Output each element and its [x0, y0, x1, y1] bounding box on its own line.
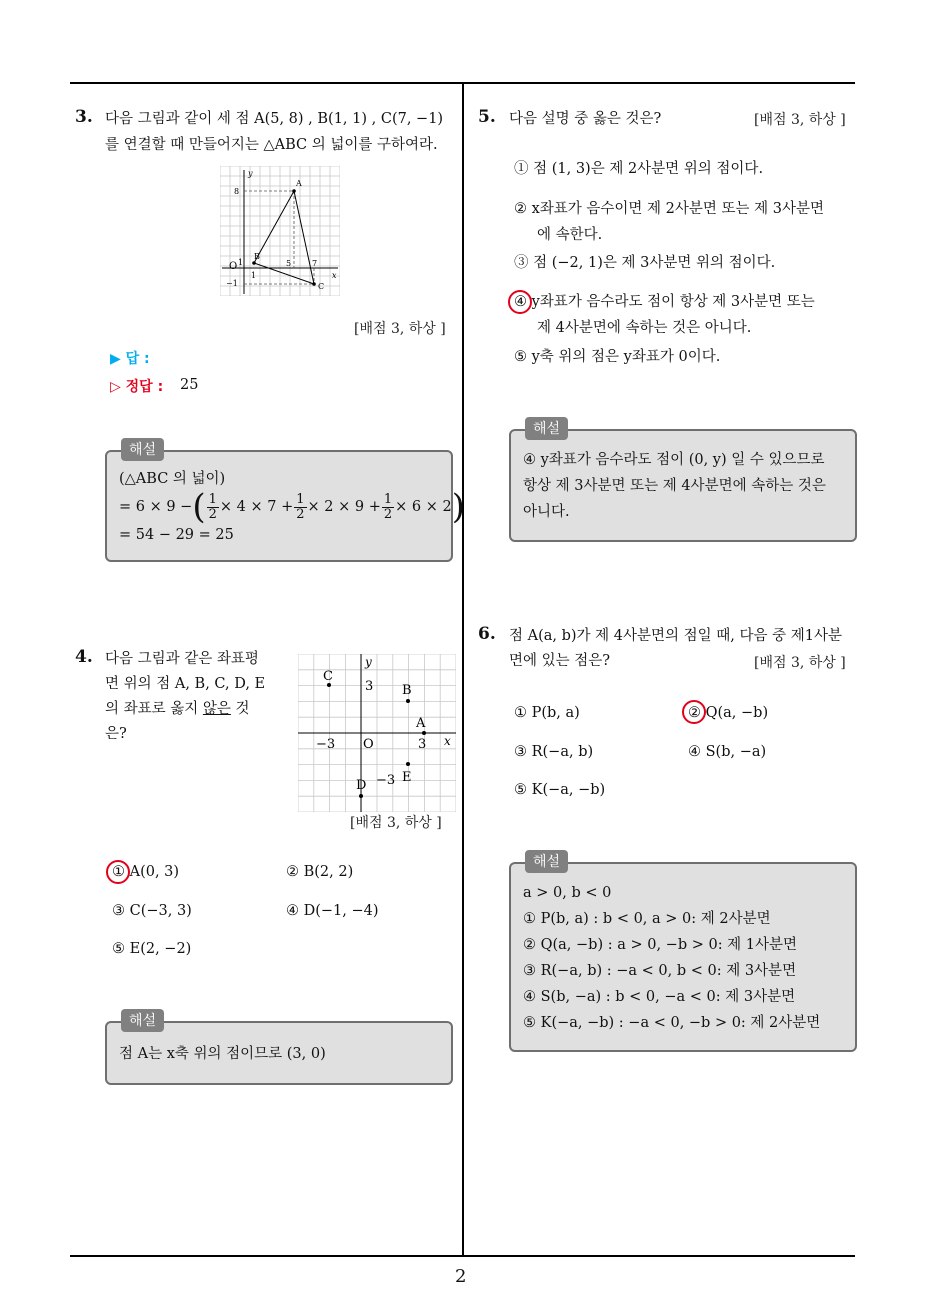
q4-option-1[interactable]: ① A(0, 3)	[112, 864, 180, 880]
q3-expl-line2: = 6 × 9 −( $\frac{1}{2}$ × 4 × 7 + $\frac{1}{2}$ × 2 × 9 + $\frac{1}{2}$ × 6 × 2)	[119, 487, 465, 527]
q3-text-line1: 다음 그림과 같이 세 점 A(5, 8) , B(1, 1) , C(7, −1)	[105, 111, 444, 127]
q6-explanation-tag: 해설	[525, 850, 568, 873]
q3-fig-B: B	[254, 252, 260, 261]
q4-fig-D: D	[356, 778, 367, 793]
q5-expl-line3: 아니다.	[523, 504, 570, 520]
q5-question: 다음 설명 중 옳은 것은?	[509, 111, 662, 127]
q3-expl-frac3: $\frac{1}{2}$	[383, 491, 393, 522]
q3-answer-label: ▶ 답 :	[110, 351, 150, 367]
q4-score: [배점 3, 하상 ]	[350, 815, 442, 831]
q5-expl-line2: 항상 제 3사분면 또는 제 4사분면에 속하는 것은	[523, 478, 826, 494]
q4-text-line3: 의 좌표로 옳지 않은 것	[105, 701, 250, 717]
q6-expl-line4: ③ R(−a, b) : −a < 0, b < 0: 제 3사분면	[523, 963, 797, 979]
q3-fig-A: A	[296, 179, 302, 188]
q3-fig-x1: 1	[251, 271, 257, 280]
q3-fig-y-label: y	[248, 169, 253, 178]
q3-number: 3.	[75, 107, 93, 127]
q3-expl-line2-start: = 6 × 9 −	[119, 499, 193, 515]
q4-fig-origin: O	[363, 737, 374, 752]
q4-option-3[interactable]: ③ C(−3, 3)	[112, 903, 192, 919]
q5-explanation-box	[509, 421, 857, 542]
q4-fig-E: E	[402, 770, 412, 785]
page-number: 2	[455, 1266, 467, 1287]
q6-answer-circle	[682, 700, 706, 724]
q3-fig-origin: O	[229, 261, 238, 272]
q4-option-4[interactable]: ④ D(−1, −4)	[286, 903, 379, 919]
q6-number: 6.	[478, 624, 496, 644]
q3-expl-t3: × 6 × 2	[395, 499, 452, 515]
q3-expl-t2: × 2 × 9 +	[307, 499, 381, 515]
q3-figure	[220, 166, 340, 296]
q4-fig-B: B	[402, 683, 412, 698]
q3-fig-y1: 1	[238, 258, 244, 267]
q4-fig-xneg3: −3	[316, 737, 336, 752]
q5-option-2-cont: 에 속한다.	[537, 227, 603, 243]
q6-option-4[interactable]: ④ S(b, −a)	[688, 744, 767, 760]
q3-explanation-tag: 해설	[121, 438, 164, 461]
q5-expl-line1: ④ y좌표가 음수라도 점이 (0, y) 일 수 있으므로	[523, 452, 825, 468]
q3-fig-x5: 5	[286, 259, 292, 268]
q6-expl-line5: ④ S(b, −a) : b < 0, −a < 0: 제 3사분면	[523, 989, 796, 1005]
q5-option-2[interactable]: ② x좌표가 음수이면 제 2사분면 또는 제 3사분면	[514, 201, 825, 217]
q4-fig-y-label: y	[365, 655, 372, 669]
q6-expl-line3: ② Q(a, −b) : a > 0, −b > 0: 제 1사분면	[523, 937, 798, 953]
q6-explanation-box	[509, 854, 857, 1052]
q4-explanation-tag: 해설	[121, 1009, 164, 1032]
q4-text-line2: 면 위의 점 A, B, C, D, E	[105, 676, 266, 692]
q3-expl-line3: = 54 − 29 = 25	[119, 527, 234, 543]
q3-fig-yneg1: −1	[226, 279, 238, 288]
q4-fig-x3: 3	[418, 737, 427, 752]
q4-option-5[interactable]: ⑤ E(2, −2)	[112, 941, 192, 957]
q4-figure	[298, 654, 456, 812]
q3-fig-x7: 7	[312, 259, 318, 268]
q5-option-3[interactable]: ③ 점 (−2, 1)은 제 3사분면 위의 점이다.	[514, 255, 776, 271]
q6-score: [배점 3, 하상 ]	[754, 655, 846, 671]
q3-expl-t1: × 4 × 7 +	[219, 499, 294, 515]
q3-text-line2: 를 연결할 때 만들어지는 △ABC 의 넓이를 구하여라.	[105, 137, 438, 153]
q5-score: [배점 3, 하상 ]	[754, 112, 846, 128]
q6-text-line2: 면에 있는 점은?	[509, 653, 611, 669]
q3-expl-line1: (△ABC 의 넓이)	[119, 471, 226, 487]
q4-fig-yneg3: −3	[376, 773, 396, 788]
q6-expl-line6: ⑤ K(−a, −b) : −a < 0, −b > 0: 제 2사분면	[523, 1015, 821, 1031]
q4-option-2[interactable]: ② B(2, 2)	[286, 864, 354, 880]
q4-fig-A: A	[416, 716, 426, 731]
q5-number: 5.	[478, 107, 496, 127]
q4-fig-x-label: x	[444, 734, 451, 748]
q4-underlined-word: 않은	[202, 701, 231, 717]
q6-option-2[interactable]: ② Q(a, −b)	[688, 705, 769, 721]
q3-correct-label: ▷ 정답 :	[110, 379, 164, 395]
column-divider	[462, 82, 464, 1257]
q6-text-line1: 점 A(a, b)가 제 4사분면의 점일 때, 다음 중 제1사분	[509, 628, 842, 644]
q4-text-line1: 다음 그림과 같은 좌표평	[105, 651, 259, 667]
q4-number: 4.	[75, 647, 93, 667]
q3-expl-frac2: $\frac{1}{2}$	[296, 491, 305, 522]
q6-option-1[interactable]: ① P(b, a)	[514, 705, 580, 721]
q6-option-5[interactable]: ⑤ K(−a, −b)	[514, 782, 606, 798]
q3-correct-value: 25	[180, 377, 199, 393]
q3-score: [배점 3, 하상 ]	[354, 321, 446, 337]
q3-fig-y8: 8	[234, 187, 240, 196]
q3-fig-x-label: x	[332, 271, 337, 280]
bottom-rule	[70, 1255, 855, 1257]
q5-option-4-cont: 제 4사분면에 속하는 것은 아니다.	[537, 320, 752, 336]
q5-option-1[interactable]: ① 점 (1, 3)은 제 2사분면 위의 점이다.	[514, 161, 764, 177]
q4-explanation-box	[105, 1013, 453, 1085]
q6-expl-line1: a > 0, b < 0	[523, 885, 612, 901]
q3-explanation-box	[105, 442, 465, 562]
q3-fig-C: C	[318, 282, 325, 291]
q4-text-line4: 은?	[105, 726, 127, 742]
q5-option-5[interactable]: ⑤ y축 위의 점은 y좌표가 0이다.	[514, 349, 721, 365]
q4-answer-circle	[106, 860, 130, 884]
q6-expl-line2: ① P(b, a) : b < 0, a > 0: 제 2사분면	[523, 911, 771, 927]
q5-explanation-tag: 해설	[525, 417, 568, 440]
q3-expl-frac1: $\frac{1}{2}$	[208, 491, 217, 522]
q5-answer-circle	[508, 290, 532, 314]
q5-option-4[interactable]: ④ y좌표가 음수라도 점이 항상 제 3사분면 또는	[514, 294, 815, 310]
q6-option-3[interactable]: ③ R(−a, b)	[514, 744, 594, 760]
q4-fig-C: C	[323, 669, 333, 684]
q4-explanation-text: 점 A는 x축 위의 점이므로 (3, 0)	[119, 1046, 326, 1062]
q4-fig-y3: 3	[365, 679, 374, 694]
